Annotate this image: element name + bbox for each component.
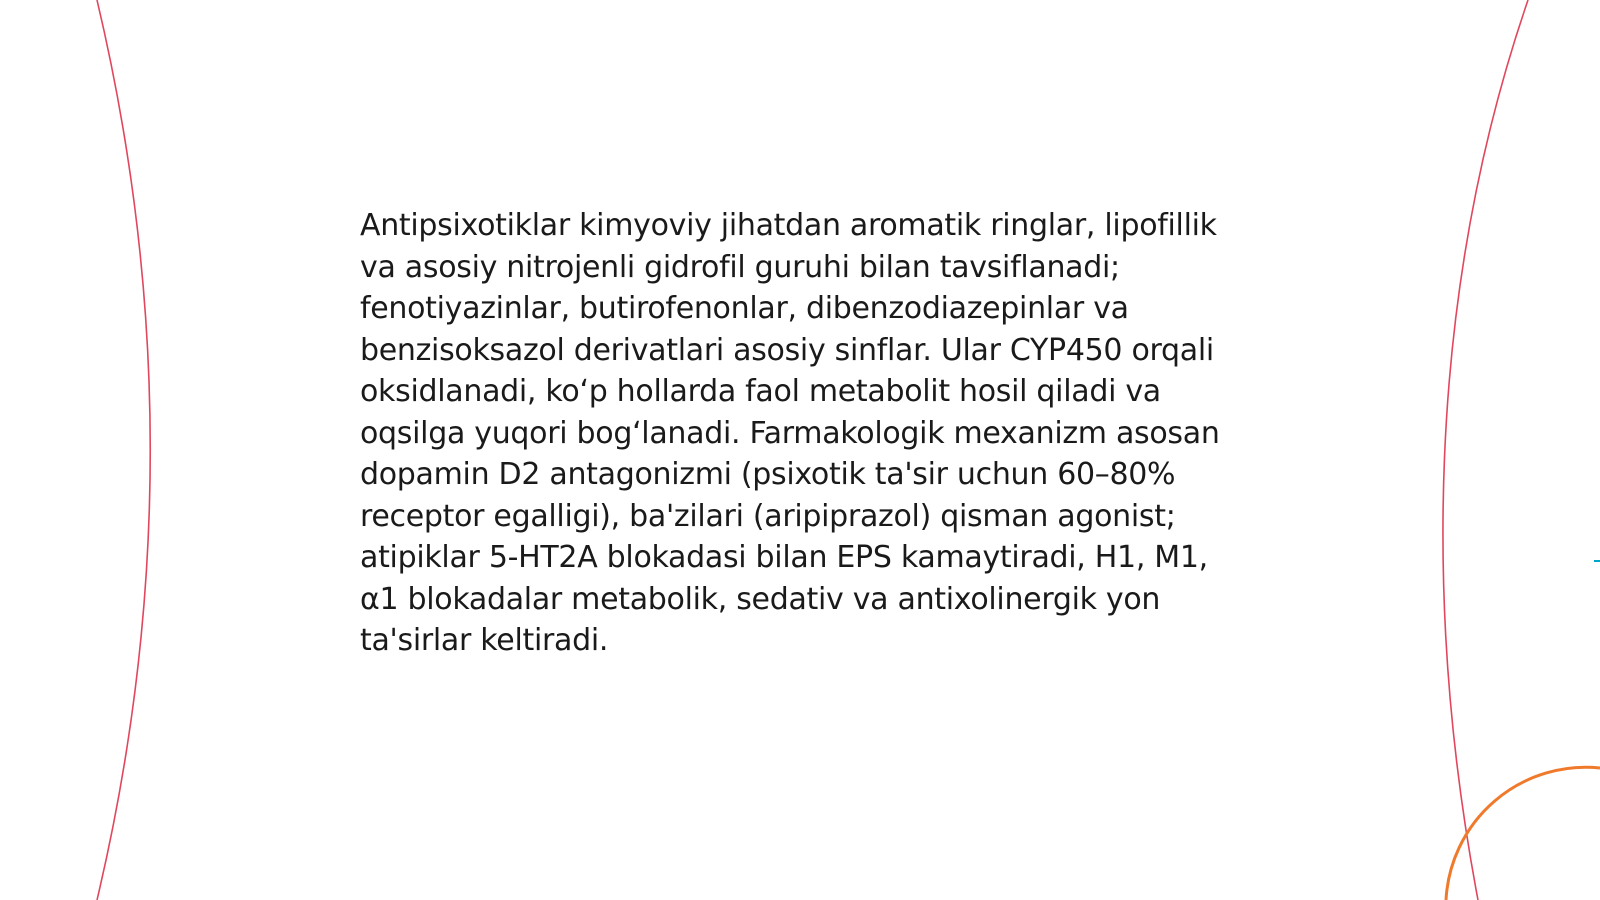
orange-arc — [1446, 767, 1600, 900]
right-curve-line — [1443, 0, 1528, 900]
slide-body-text: Antipsixotiklar kimyoviy jihatdan aromatik ringlar, lipofillik va asosiy nitrojenli gidrofil guruhi bilan tavsiflanadi; fenotiyazinlar, butirofenonlar, dibenzodiazepinlar va benzisoksazol derivatlari asosiy sinflar. Ular CYP450 orqali oksidlanadi, ko‘p hollarda faol metabolit hosil qiladi va oqsilga yuqori bog‘lanadi. Farmakologik mexanizm asosan dopamin D2 antagonizmi (psixotik ta'sir uchun 60–80% receptor egalligi), ba'zilari (aripiprazol) qisman agonist; atipiklar 5-HT2A blokadasi bilan EPS kamaytiradi, H1, M1, α1 blokadalar metabolik, sedativ va antixolinergik yon ta'sirlar keltiradi. — [360, 208, 1220, 658]
left-curve-line — [97, 0, 150, 900]
teal-accent-mark — [1594, 560, 1600, 562]
